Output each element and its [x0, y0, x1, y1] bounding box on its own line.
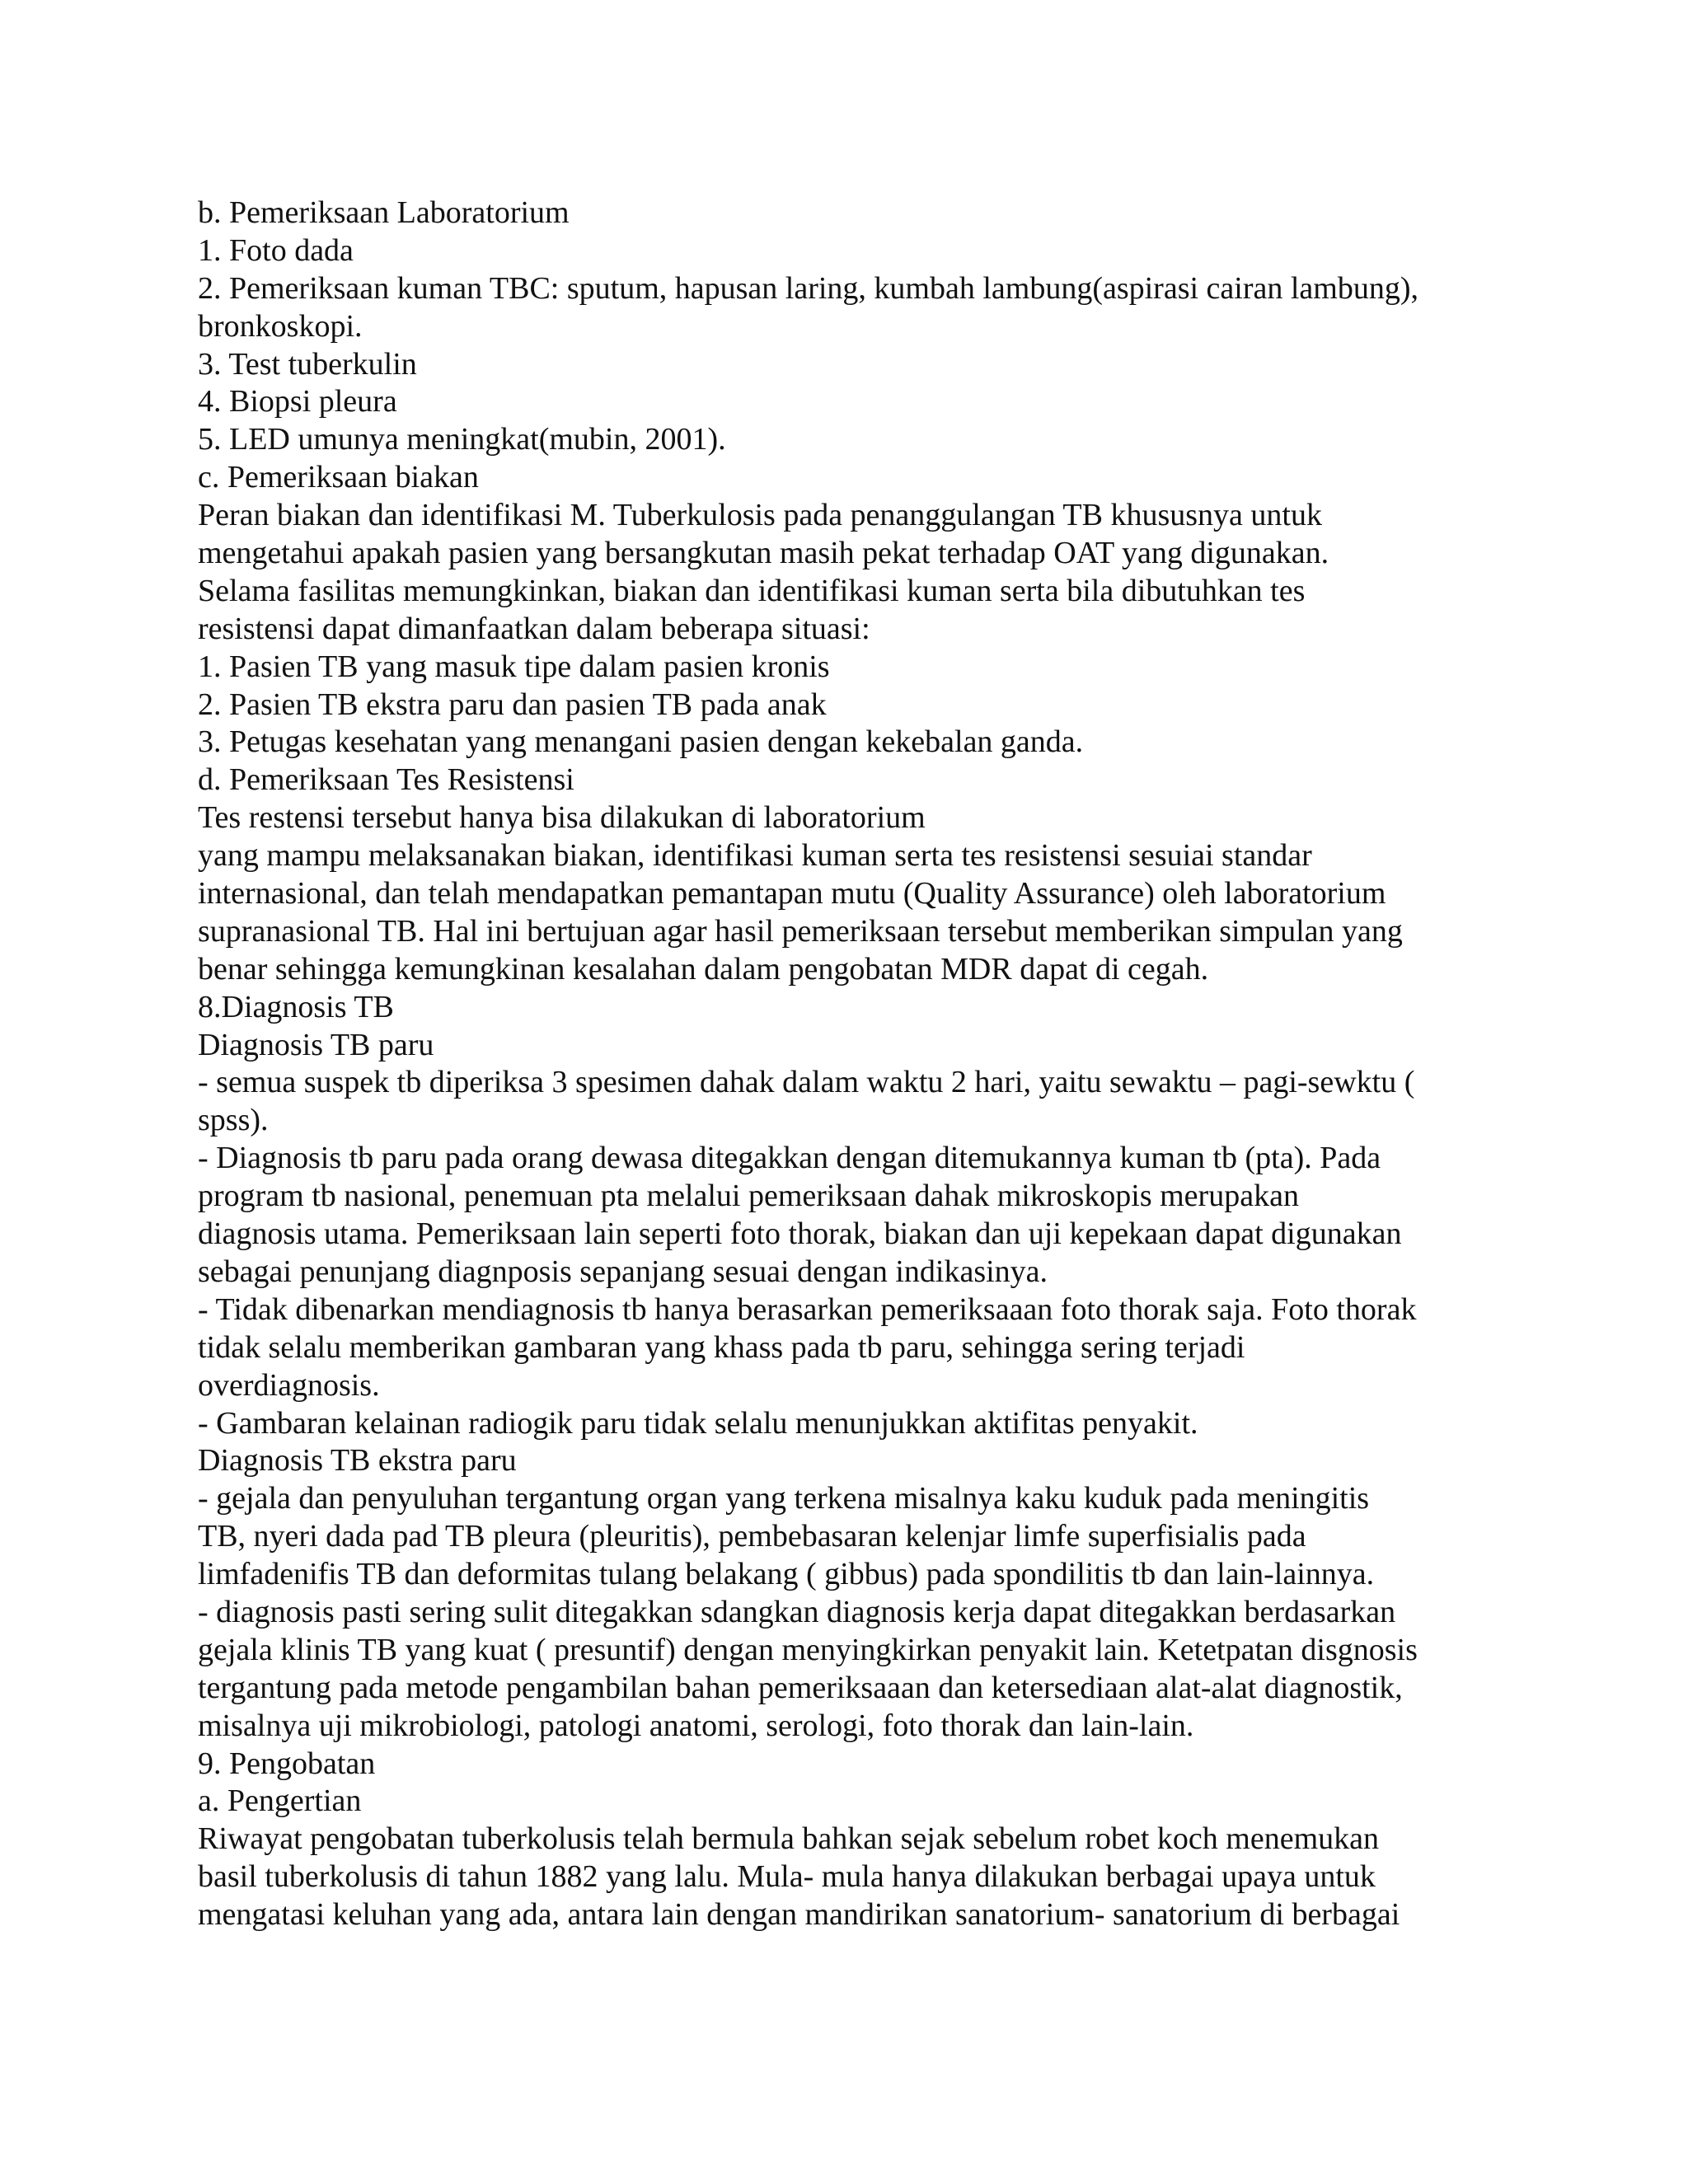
- list-item: 3. Test tuberkulin: [198, 346, 417, 382]
- bullet-continuation: overdiagnosis.: [198, 1367, 380, 1403]
- list-item: 1. Foto dada: [198, 232, 354, 268]
- paragraph-line: supranasional TB. Hal ini bertujuan agar hasil pemeriksaan tersebut memberikan simpulan yang: [198, 913, 1403, 949]
- subheading-diagnosis-tb-ekstra-paru: Diagnosis TB ekstra paru: [198, 1443, 517, 1479]
- paragraph-line: mengatasi keluhan yang ada, antara lain dengan mandirikan sanatorium- sanatorium di berbagai: [198, 1897, 1400, 1933]
- paragraph-line: Selama fasilitas memungkinkan, biakan dan identifikasi kuman serta bila dibutuhkan tes: [198, 573, 1306, 608]
- bullet-line: - Tidak dibenarkan mendiagnosis tb hanya berasarkan pemeriksaaan foto thorak saja. Foto thorak: [198, 1291, 1417, 1327]
- bullet-continuation: TB, nyeri dada pad TB pleura (pleuritis), pembebasaran kelenjar limfe superfisialis pada: [198, 1519, 1306, 1554]
- list-item: 2. Pemeriksaan kuman TBC: sputum, hapusan laring, kumbah lambung(aspirasi cairan lambung),: [198, 270, 1418, 306]
- bullet-continuation: tidak selalu memberikan gambaran yang khass pada tb paru, sehingga sering terjadi: [198, 1329, 1245, 1365]
- document-body: [198, 194, 1517, 1934]
- heading-diagnosis-tb: 8.Diagnosis TB: [198, 989, 394, 1024]
- bullet-continuation: spss).: [198, 1103, 269, 1138]
- paragraph-line: benar sehingga kemungkinan kesalahan dalam pengobatan MDR dapat di cegah.: [198, 951, 1209, 987]
- heading-pengobatan: 9. Pengobatan: [198, 1746, 376, 1781]
- heading-pemeriksaan-biakan: c. Pemeriksaan biakan: [198, 460, 479, 495]
- list-item: 4. Biopsi pleura: [198, 384, 397, 419]
- bullet-continuation: diagnosis utama. Pemeriksaan lain seperti foto thorak, biakan dan uji kepekaan dapat digunakan: [198, 1216, 1402, 1252]
- paragraph-line: Riwayat pengobatan tuberkolusis telah bermula bahkan sejak sebelum robet koch menemukan: [198, 1821, 1380, 1857]
- subheading-diagnosis-tb-paru: Diagnosis TB paru: [198, 1027, 434, 1062]
- bullet-continuation: limfadenifis TB dan deformitas tulang belakang ( gibbus) pada spondilitis tb dan lain-lainnya.: [198, 1557, 1375, 1592]
- bullet-continuation: misalnya uji mikrobiologi, patologi anatomi, serologi, foto thorak dan lain-lain.: [198, 1708, 1194, 1743]
- heading-pemeriksaan-laboratorium: b. Pemeriksaan Laboratorium: [198, 195, 570, 230]
- paragraph-line: Tes restensi tersebut hanya bisa dilakukan di laboratorium: [198, 800, 926, 836]
- bullet-line: - Diagnosis tb paru pada orang dewasa ditegakkan dengan ditemukannya kuman tb (pta). Pada: [198, 1141, 1381, 1176]
- list-item: 2. Pasien TB ekstra paru dan pasien TB pada anak: [198, 687, 827, 722]
- paragraph-line: mengetahui apakah pasien yang bersangkutan masih pekat terhadap OAT yang digunakan.: [198, 536, 1329, 571]
- list-item: 1. Pasien TB yang masuk tipe dalam pasien kronis: [198, 649, 830, 684]
- list-item-continuation: bronkoskopi.: [198, 308, 363, 344]
- heading-tes-resistensi: d. Pemeriksaan Tes Resistensi: [198, 762, 574, 798]
- paragraph-line: resistensi dapat dimanfaatkan dalam beberapa situasi:: [198, 611, 870, 646]
- paragraph-line: Peran biakan dan identifikasi M. Tuberkulosis pada penanggulangan TB khususnya untuk: [198, 498, 1322, 533]
- bullet-continuation: gejala klinis TB yang kuat ( presuntif) dengan menyingkirkan penyakit lain. Ketetpatan disgnosis: [198, 1632, 1418, 1667]
- bullet-line: - gejala dan penyuluhan tergantung organ yang terkena misalnya kaku kuduk pada meningitis: [198, 1481, 1370, 1516]
- bullet-continuation: sebagai penunjang diagnposis sepanjang sesuai dengan indikasinya.: [198, 1254, 1048, 1289]
- bullet-continuation: tergantung pada metode pengambilan bahan pemeriksaaan dan ketersediaan alat-alat diagnostik,: [198, 1670, 1403, 1705]
- bullet-line: - Gambaran kelainan radiogik paru tidak selalu menunjukkan aktifitas penyakit.: [198, 1405, 1198, 1441]
- bullet-line: - semua suspek tb diperiksa 3 spesimen dahak dalam waktu 2 hari, yaitu sewaktu – pagi-sewktu (: [198, 1065, 1415, 1100]
- paragraph-line: yang mampu melaksanakan biakan, identifikasi kuman serta tes resistensi sesuiai standar: [198, 838, 1312, 874]
- list-item: 5. LED umunya meningkat(mubin, 2001).: [198, 422, 726, 457]
- list-item: 3. Petugas kesehatan yang menangani pasien dengan kekebalan ganda.: [198, 724, 1084, 760]
- subheading-pengertian: a. Pengertian: [198, 1783, 362, 1819]
- paragraph-line: basil tuberkolusis di tahun 1882 yang lalu. Mula- mula hanya dilakukan berbagai upaya untuk: [198, 1859, 1376, 1895]
- bullet-continuation: program tb nasional, penemuan pta melalui pemeriksaan dahak mikroskopis merupakan: [198, 1179, 1299, 1214]
- paragraph-line: internasional, dan telah mendapatkan pemantapan mutu (Quality Assurance) oleh laboratorium: [198, 876, 1386, 912]
- bullet-line: - diagnosis pasti sering sulit ditegakkan sdangkan diagnosis kerja dapat ditegakkan berdasarkan: [198, 1594, 1396, 1629]
